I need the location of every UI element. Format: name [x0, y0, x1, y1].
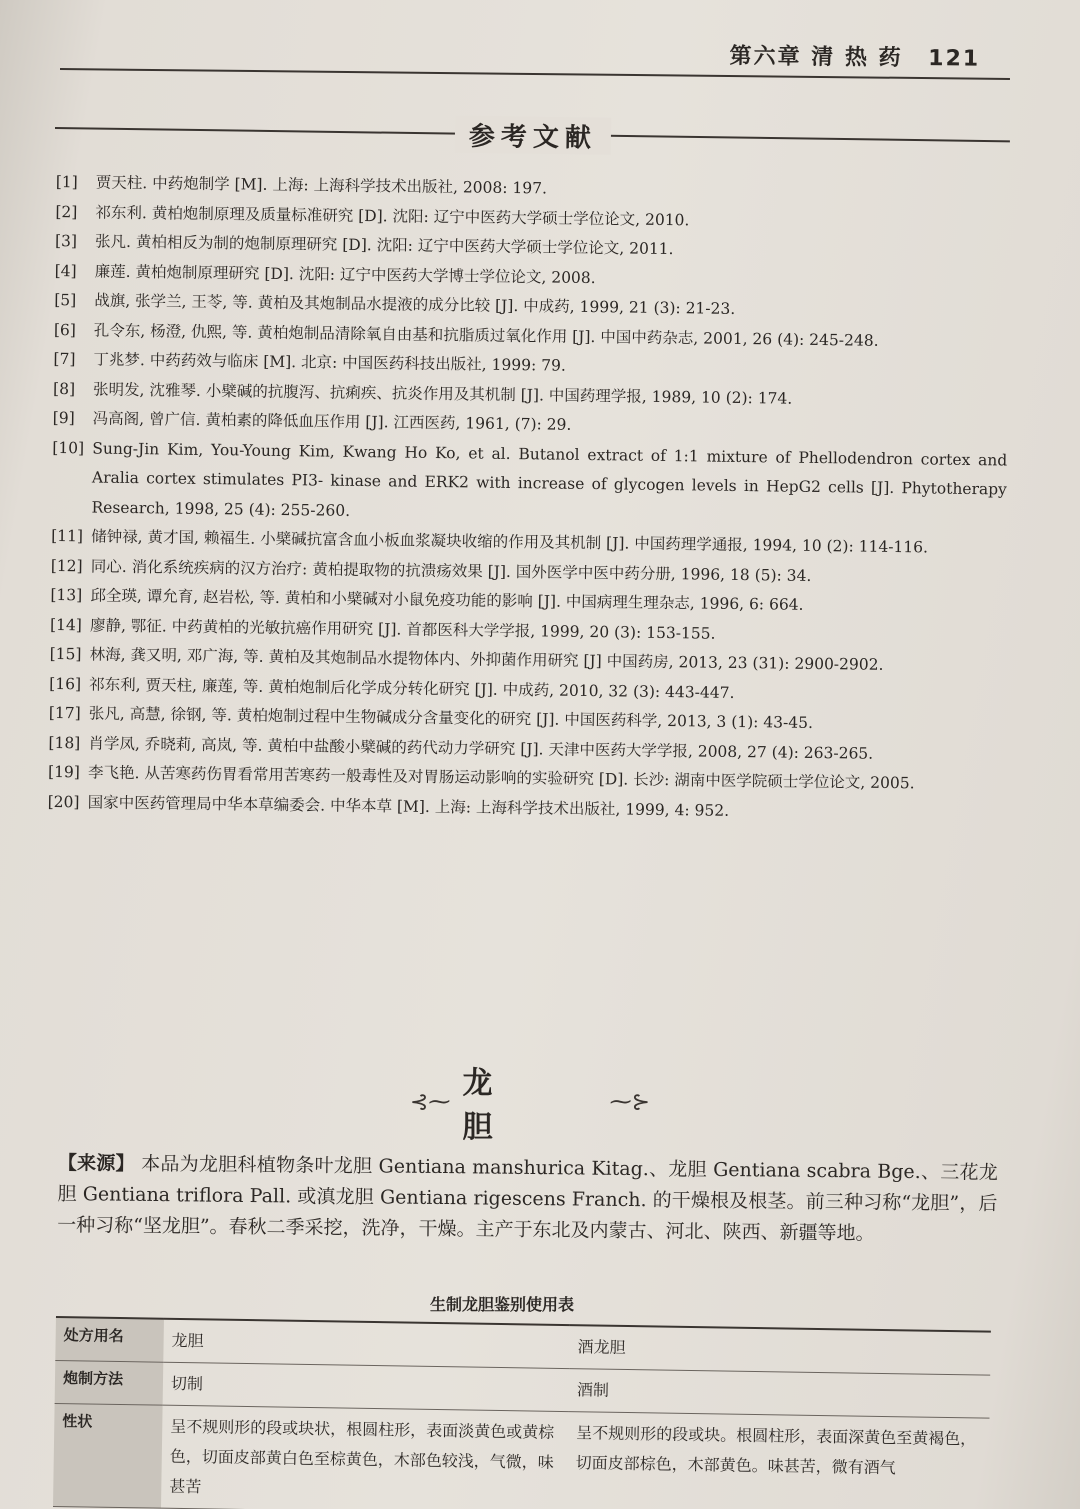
row-label: 处方用名 — [55, 1317, 164, 1362]
reference-text: Sung-Jin Kim, You-Young Kim, Kwang Ho Ko, et al. Butanol extract of 1:1 mixture of Phellodendron cortex and Aralia cortex stimulates PI3- kinase and ERK2 with increase of glycogen levels in HepG2 cells [J]. Phytotherapy Research, 1998, 25 (4): 255-260. — [91, 439, 1008, 520]
reference-text: 孔令东, 杨澄, 仇熙, 等. 黄柏炮制品清除氧自由基和抗脂质过氧化作用 [J]. 中国中药杂志, 2001, 26 (4): 245-248. — [93, 321, 879, 350]
reference-text: 廖静, 鄂征. 中药黄柏的光敏抗癌作用研究 [J]. 首都医科大学学报, 1999, 20 (3): 153-155. — [89, 615, 716, 643]
reference-text: 林海, 龚又明, 邓广海, 等. 黄柏及其炮制品水提物体内、外抑菌作用研究 [J] 中国药房, 2013, 23 (31): 2900-2902. — [89, 645, 884, 674]
reference-number: [14] — [49, 615, 82, 634]
reference-number: [1] — [55, 172, 78, 192]
reference-number: [8] — [52, 379, 76, 398]
reference-number: [7] — [53, 349, 76, 369]
table-title: 生制龙胆鉴别使用表 — [430, 1295, 575, 1314]
chapter-title — [729, 39, 980, 73]
reference-text: 李飞艳. 从苦寒药伤胃看常用苦寒药一般毒性及对胃肠运动影响的实验研究 [D]. 长沙: 湖南中医学院硕士学位论文, 2005. — [87, 763, 915, 793]
reference-list — [48, 168, 1011, 829]
page-number: 121 — [928, 46, 981, 72]
reference-number: [5] — [54, 290, 77, 310]
reference-text: 贾天柱. 中药炮制学 [M]. 上海: 上海科学技术出版社, 2008: 197. — [95, 173, 548, 198]
reference-text: 储钟禄, 黄才国, 赖福生. 小檗碱抗富含血小板血浆凝块收缩的作用及其机制 [J]. 中国药理学通报, 1994, 10 (2): 114-116. — [91, 527, 929, 557]
reference-number: [18] — [48, 733, 81, 752]
reference-text: 邱全瑛, 谭允育, 赵岩松, 等. 黄柏和小檗碱对小鼠免疫功能的影响 [J]. 中国病理生理杂志, 1996, 6: 664. — [90, 586, 804, 614]
raw-cell: 呈不规则形的段或块状，根圆柱形，表面淡黄色或黄棕色，切面皮部黄白色至棕黄色，木部色较浅，气微，味甚苦 — [169, 1416, 555, 1497]
left-ornament-icon: ⊰⁓ — [410, 1089, 451, 1115]
running-header — [60, 28, 1010, 80]
reference-number: [19] — [47, 762, 81, 782]
reference-text: 张明发, 沈雅琴. 小檗碱的抗腹泻、抗痢疾、抗炎作用及其机制 [J]. 中国药理学报, 1989, 10 (2): 174. — [92, 380, 793, 408]
reference-number: [9] — [52, 408, 75, 428]
raw-cell: 龙胆 — [171, 1330, 204, 1351]
reference-number: [11] — [51, 526, 84, 546]
reference-number: [2] — [55, 202, 78, 221]
reference-text: 丁兆梦. 中药药效与临床 [M]. 北京: 中国医药科技出版社, 1999: 79. — [93, 350, 566, 375]
comparison-table — [53, 1316, 991, 1509]
reference-text: 廉莲. 黄柏炮制原理研究 [D]. 沈阳: 辽宁中医药大学博士学位论文, 2008. — [94, 262, 596, 287]
raw-cell: 切制 — [170, 1373, 204, 1394]
reference-number: [16] — [49, 674, 82, 693]
source-label: 【来源】 — [57, 1151, 136, 1175]
processed-cell: 呈不规则形的段或块。根圆柱形，表面深黄色至黄褐色，切面皮部棕色，木部黄色。味甚苦，微有酒气 — [575, 1423, 977, 1478]
reference-item — [51, 433, 1007, 534]
references-title: 参考文献 — [455, 116, 612, 155]
right-ornament-icon: ⁓⊱ — [609, 1089, 650, 1115]
herb-heading — [410, 1066, 650, 1145]
row-label: 性状 — [53, 1403, 163, 1508]
source-text: 本品为龙胆科植物条叶龙胆 Gentiana manshurica Kitag.、龙胆 Gentiana scabra Bge.、三花龙胆 Gentiana triflora Pall. 或滇龙胆 Gentiana rigescens Franch. 的干燥根及根茎。前三种习称“龙胆”，后一种习称“坚龙胆”。春秋二季采挖，洗净，干燥。主产于东北及内蒙古、河北、陕西、新疆等地。 — [57, 1152, 998, 1245]
reference-text: 肖学凤, 乔晓莉, 高岚, 等. 黄柏中盐酸小檗碱的药代动力学研究 [J]. 天津中医药大学学报, 2008, 27 (4): 263-265. — [88, 733, 874, 763]
reference-text: 祁东利. 黄柏炮制原理及质量标准研究 [D]. 沈阳: 辽宁中医药大学硕士学位论文, 2010. — [95, 203, 690, 229]
reference-text: 张凡, 高慧, 徐钢, 等. 黄柏炮制过程中生物碱成分含量变化的研究 [J]. 中国医药科学, 2013, 3 (1): 43-45. — [88, 704, 814, 732]
reference-text: 冯高阁, 曾广信. 黄柏素的降低血压作用 [J]. 江西医药, 1961, (7): 29. — [92, 409, 572, 434]
reference-number: [20] — [47, 792, 80, 811]
herb-name: 龙 胆 — [462, 1066, 533, 1145]
reference-text: 张凡. 黄柏相反为制的炮制原理研究 [D]. 沈阳: 辽宁中医药大学硕士学位论文, 2011. — [94, 232, 674, 259]
chapter-name: 第六章 清 热 药 — [729, 44, 903, 71]
processed-cell: 酒制 — [576, 1380, 610, 1400]
reference-number: [4] — [54, 261, 77, 280]
processed-cell: 酒龙胆 — [577, 1337, 626, 1357]
reference-text: 国家中医药管理局中华本草编委会. 中华本草 [M]. 上海: 上海科学技术出版社, 1999, 4: 952. — [87, 792, 730, 820]
reference-number: [6] — [53, 320, 76, 339]
reference-number: [3] — [54, 231, 78, 251]
source-paragraph — [57, 1148, 998, 1251]
reference-number: [10] — [52, 438, 85, 457]
reference-number: [12] — [50, 556, 83, 575]
reference-number: [15] — [49, 644, 82, 664]
references-heading — [55, 108, 1010, 161]
reference-text: 祁东利, 贾天柱, 廉莲, 等. 黄柏炮制后化学成分转化研究 [J]. 中成药, 2010, 32 (3): 443-447. — [89, 674, 735, 702]
table-row — [53, 1403, 990, 1509]
reference-text: 战旗, 张学兰, 王苓, 等. 黄柏及其炮制品水提液的成分比较 [J]. 中成药, 1999, 21 (3): 21-23. — [94, 291, 736, 318]
reference-number: [13] — [50, 585, 83, 605]
reference-number: [17] — [48, 703, 81, 723]
row-label: 炮制方法 — [55, 1360, 164, 1405]
reference-text: 同心. 消化系统疾病的汉方治疗: 黄柏提取物的抗溃疡效果 [J]. 国外医学中医中药分册, 1996, 18 (5): 34. — [90, 556, 812, 585]
